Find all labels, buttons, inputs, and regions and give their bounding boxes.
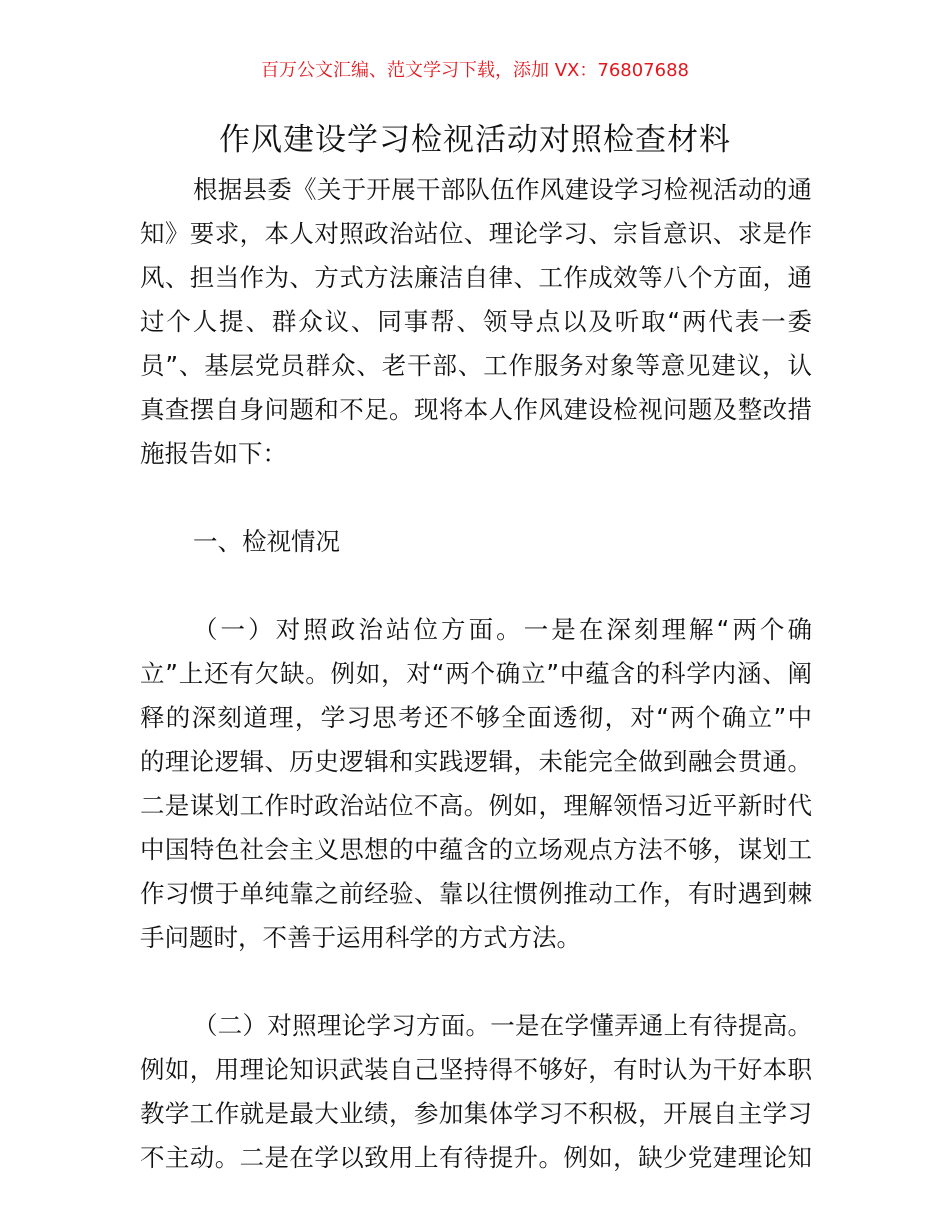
- text-line: 二是谋划工作时政治站位不高。例如，理解领悟习近平新时代: [140, 791, 812, 820]
- text-line: 员”、基层党员群众、老干部、工作服务对象等意见建议，认: [140, 351, 812, 380]
- text-line: 知》要求，本人对照政治站位、理论学习、宗旨意识、求是作: [140, 219, 812, 248]
- paragraph-gap: [140, 564, 812, 608]
- text-line: 教学工作就是最大业绩，参加集体学习不积极，开展自主学习: [140, 1099, 812, 1128]
- text-line: 施报告如下：: [140, 439, 287, 468]
- document-body: [140, 168, 812, 1180]
- text-line: 例如，用理论知识武装自己坚持得不够好，有时认为干好本职: [140, 1055, 812, 1084]
- text-line: 过个人提、群众议、同事帮、领导点以及听取“两代表一委: [140, 307, 812, 336]
- text-line: 的理论逻辑、历史逻辑和实践逻辑，未能完全做到融会贯通。: [140, 747, 812, 776]
- paragraph-gap: [140, 476, 812, 520]
- text-line: 真查摆自身问题和不足。现将本人作风建设检视问题及整改措: [140, 395, 812, 424]
- paragraph-theory-study: [140, 1004, 812, 1180]
- text-line: （一）对照政治站位方面。一是在深刻理解“两个确: [193, 615, 812, 644]
- watermark-banner: 百万公文汇编、范文学习下载，添加 VX：76807688: [261, 60, 689, 81]
- document-title: 作风建设学习检视活动对照检查材料: [219, 122, 731, 158]
- text-line: 手问题时，不善于运用科学的方式方法。: [140, 923, 581, 952]
- paragraph-political-stance: [140, 608, 812, 960]
- text-line: （二）对照理论学习方面。一是在学懂弄通上有待提高。: [193, 1011, 812, 1040]
- section-heading-inspection: [140, 520, 812, 564]
- text-line: 立”上还有欠缺。例如，对“两个确立”中蕴含的科学内涵、阐: [140, 659, 812, 688]
- text-line: 根据县委《关于开展干部队伍作风建设学习检视活动的通: [193, 175, 812, 204]
- text-line: 中国特色社会主义思想的中蕴含的立场观点方法不够，谋划工: [140, 835, 812, 864]
- text-line: 不主动。二是在学以致用上有待提升。例如，缺少党建理论知: [140, 1143, 812, 1172]
- text-line: 释的深刻道理，学习思考还不够全面透彻，对“两个确立”中: [140, 703, 812, 732]
- text-line: 风、担当作为、方式方法廉洁自律、工作成效等八个方面，通: [140, 263, 812, 292]
- paragraph-gap: [140, 960, 812, 1004]
- paragraph-intro: [140, 168, 812, 476]
- section-heading: 一、检视情况: [193, 527, 340, 556]
- text-line: 作习惯于单纯靠之前经验、靠以往惯例推动工作，有时遇到棘: [140, 879, 812, 908]
